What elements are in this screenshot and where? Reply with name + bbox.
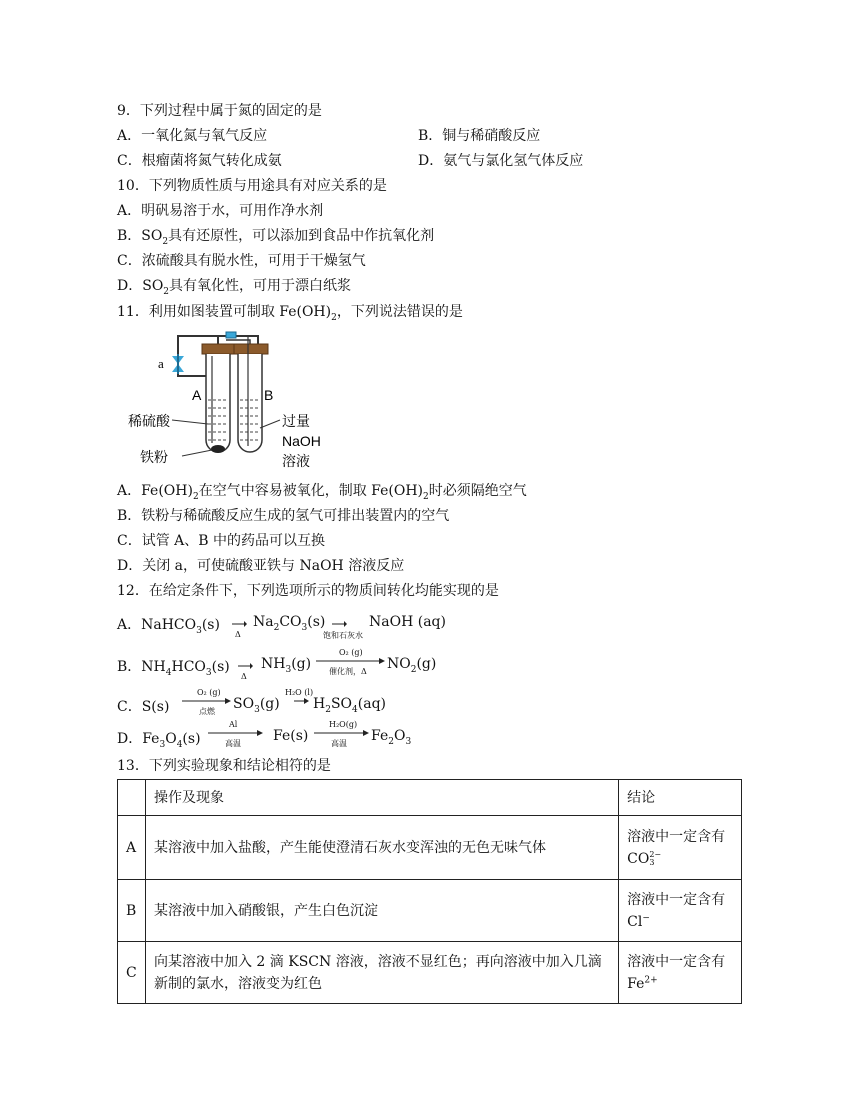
header-concl-cell: 结论 xyxy=(619,780,742,816)
q11-option-d[interactable]: D．关闭 a，可使硫酸亚铁与 NaOH 溶液反应 xyxy=(117,558,405,574)
row-concl: 溶液中一定含有 Cl− xyxy=(619,880,742,942)
q13-table xyxy=(117,779,742,1004)
row-id: B xyxy=(118,880,146,942)
q10-stem: 10．下列物质性质与用途具有对应关系的是 xyxy=(117,178,387,194)
fe-oh2-apparatus-figure xyxy=(126,328,346,478)
q11-option-a[interactable]: A．$Fe(OH)_2$在空气中容易被氧化，制取 $Fe(OH)_2$时必须隔绝空气 xyxy=(117,483,527,502)
naoh-label: NaOH xyxy=(282,433,321,449)
q12-option-d[interactable]: D．$Fe_3O_4(s)$ Al 高温 Fe(s) H₂O(g) 高温 $Fe_2O_3$ xyxy=(117,720,412,750)
row-concl: 溶液中一定含有 CO2− 3 xyxy=(619,816,742,880)
row-op: 向某溶液中加入 2 滴 KSCN 溶液，溶液不显红色；再向溶液中加入几滴 新制的氯水，溶液变为红色 xyxy=(145,942,618,1004)
q9-option-a[interactable]: A．一氧化氮与氧气反应 xyxy=(117,128,268,144)
tube-a-label: A xyxy=(192,387,202,403)
header-op-cell: 操作及现象 xyxy=(145,780,618,816)
q12-option-b[interactable]: B．$NH_4HCO_3(s)$ Δ $NH_3(g)$ O₂ (g) 催化剂，Δ $NO_2(g)$ xyxy=(117,648,437,681)
test-tube-b xyxy=(234,336,268,452)
solution-label: 溶液 xyxy=(282,454,310,470)
table-row xyxy=(118,942,742,1004)
test-tube-a xyxy=(202,344,234,453)
table-row xyxy=(118,880,742,942)
q10-option-a[interactable]: A．明矾易溶于水，可用作净水剂 xyxy=(117,203,324,219)
q11-stem: 11．利用如图装置可制取 $Fe(OH)_2$，下列说法错误的是 xyxy=(117,304,463,323)
q9-stem: 9．下列过程中属于氮的固定的是 xyxy=(117,103,322,119)
row-id: C xyxy=(118,942,146,1004)
valve-label: a xyxy=(158,356,164,371)
q10-option-c[interactable]: C．浓硫酸具有脱水性，可用于干燥氢气 xyxy=(117,253,366,269)
row-id: A xyxy=(118,816,146,880)
q13-stem: 13．下列实验现象和结论相符的是 xyxy=(117,758,331,774)
q9-option-c[interactable]: C．根瘤菌将氮气转化成氨 xyxy=(117,153,282,169)
q12-option-a[interactable]: A．NaHCO$_3$(s) Δ $Na_2CO_3(s)$ 饱和石灰水 NaOH (aq) xyxy=(117,614,446,640)
header-id-cell xyxy=(118,780,146,816)
table-row xyxy=(118,816,742,880)
q12-option-c[interactable]: C．S(s) O₂ (g) 点燃 $SO_3(g)$ H₂O (l) $H_2SO_4(aq)$ xyxy=(117,688,386,716)
q10-option-d[interactable]: D．$SO_2$具有氧化性，可用于漂白纸浆 xyxy=(117,278,352,297)
q9-option-b[interactable]: B．铜与稀硝酸反应 xyxy=(418,128,541,144)
q11-option-c[interactable]: C．试管 A、B 中的药品可以互换 xyxy=(117,533,326,549)
q11-option-b[interactable]: B．铁粉与稀硫酸反应生成的氢气可排出装置内的空气 xyxy=(117,508,450,524)
table-header-row xyxy=(118,780,742,816)
tube-b-label: B xyxy=(264,387,274,403)
row-concl: 溶液中一定含有 $Fe^{2+}$ xyxy=(619,942,742,1004)
row-op: 某溶液中加入硝酸银，产生白色沉淀 xyxy=(145,880,618,942)
dilute-sulfuric-acid-label: 稀硫酸 xyxy=(128,414,170,430)
q9-option-d[interactable]: D．氨气与氯化氢气体反应 xyxy=(418,153,584,169)
valve-a-icon xyxy=(172,354,184,374)
q10-option-b[interactable]: B．$SO_2$具有还原性，可以添加到食品中作抗氧化剂 xyxy=(117,228,435,247)
q12-stem: 12．在给定条件下，下列选项所示的物质间转化均能实现的是 xyxy=(117,583,499,599)
iron-powder-label: 铁粉 xyxy=(140,450,168,466)
excess-label: 过量 xyxy=(282,414,310,430)
row-op: 某溶液中加入盐酸，产生能使澄清石灰水变浑浊的无色无味气体 xyxy=(145,816,618,880)
